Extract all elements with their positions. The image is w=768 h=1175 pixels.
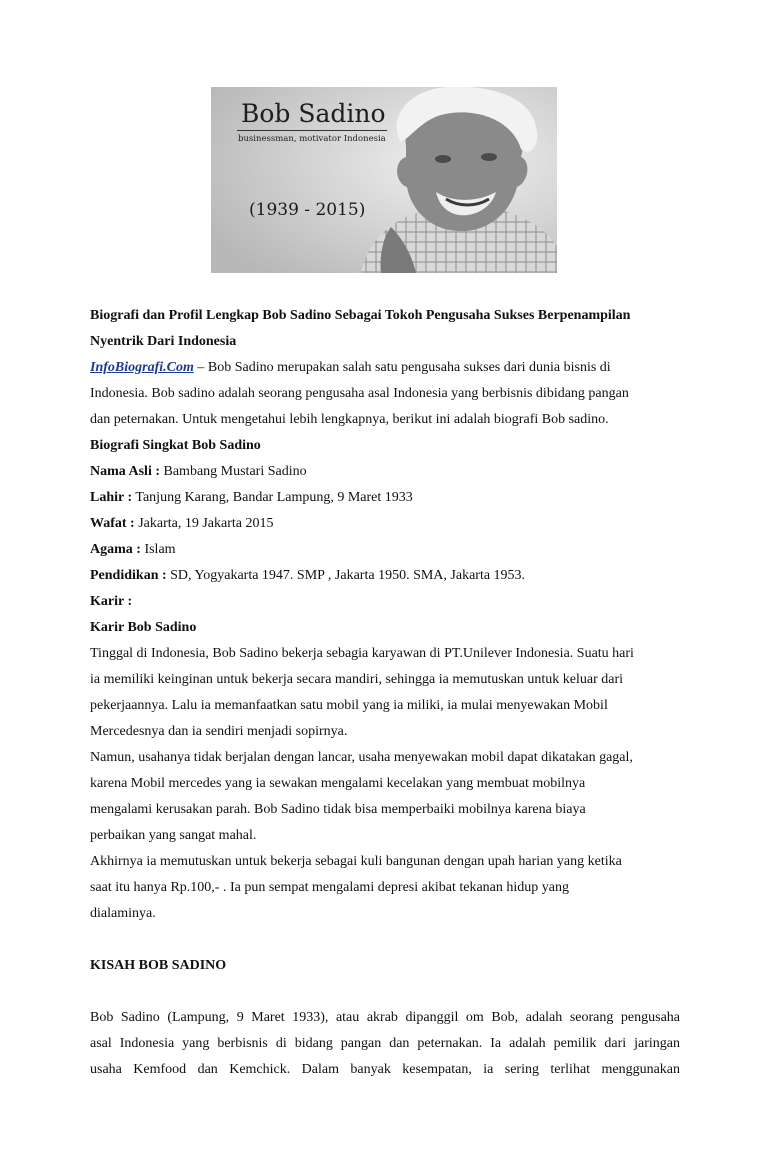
fact-row: [90, 485, 680, 511]
paragraph-line: asal Indonesia yang berbisnis di bidang pangan dan peternakan. Ia adalah pemilik dari jaringan: [90, 1036, 680, 1051]
source-link[interactable]: InfoBiografi.Com: [90, 360, 194, 375]
fact-value: Islam: [140, 542, 176, 557]
section-heading-biografi: Biografi Singkat Bob Sadino: [90, 438, 261, 453]
intro-line-2: Indonesia. Bob sadino adalah seorang pengusaha asal Indonesia yang berbisnis dibidang pangan: [90, 386, 629, 401]
paragraph-line: Namun, usahanya tidak berjalan dengan lancar, usaha menyewakan mobil dapat dikatakan gagal,: [90, 750, 633, 765]
article-title-line-1: Biografi dan Profil Lengkap Bob Sadino Sebagai Tokoh Pengusaha Sukses Berpenampilan: [90, 308, 631, 323]
paragraph-line: dialaminya.: [90, 906, 156, 921]
photo-name: Bob Sadino: [241, 99, 386, 128]
fact-label: Agama :: [90, 542, 141, 557]
fact-label: Lahir :: [90, 490, 133, 505]
paragraph-line: Tinggal di Indonesia, Bob Sadino bekerja sebagia karyawan di PT.Unilever Indonesia. Suatu hari: [90, 646, 634, 661]
fact-label: Wafat :: [90, 516, 135, 531]
paragraph-line: pekerjaannya. Lalu ia memanfaatkan satu mobil yang ia miliki, ia mulai menyewakan Mobil: [90, 698, 608, 713]
fact-value: Jakarta, 19 Jakarta 2015: [134, 516, 274, 531]
intro-line-1-text: – Bob Sadino merupakan salah satu pengusaha sukses dari dunia bisnis di: [193, 360, 611, 375]
spacer: [90, 927, 680, 953]
spacer: [90, 979, 680, 1005]
intro-line-1: [90, 355, 680, 381]
karir-label: Karir :: [90, 594, 133, 609]
photo-years: (1939 - 2015): [249, 200, 366, 220]
fact-label: Nama Asli :: [90, 464, 160, 479]
paragraph-line: saat itu hanya Rp.100,- . Ia pun sempat mengalami depresi akibat tekanan hidup yang: [90, 880, 569, 895]
photo-subtitle: businessman, motivator Indonesia: [238, 134, 386, 144]
paragraph-line: usaha Kemfood dan Kemchick. Dalam banyak kesempatan, ia sering terlihat menggunakan: [90, 1062, 680, 1077]
fact-value: Tanjung Karang, Bandar Lampung, 9 Maret 1933: [132, 490, 413, 505]
fact-value: Bambang Mustari Sadino: [160, 464, 307, 479]
paragraph-line: Akhirnya ia memutuskan untuk bekerja sebagai kuli bangunan dengan upah harian yang ketika: [90, 854, 622, 869]
portrait-photo: [211, 87, 557, 273]
section-heading-karir: Karir Bob Sadino: [90, 620, 197, 635]
article-body: [90, 303, 680, 1083]
paragraph-line: mengalami kerusakan parah. Bob Sadino tidak bisa memperbaiki mobilnya karena biaya: [90, 802, 586, 817]
fact-row: [90, 511, 680, 537]
paragraph-line: perbaikan yang sangat mahal.: [90, 828, 257, 843]
section-heading-kisah: KISAH BOB SADINO: [90, 958, 227, 973]
paragraph-line: karena Mobil mercedes yang ia sewakan mengalami kecelakan yang membuat mobilnya: [90, 776, 586, 791]
paragraph-line: Mercedesnya dan ia sendiri menjadi sopirnya.: [90, 724, 348, 739]
photo-divider: [237, 130, 387, 131]
fact-row: [90, 459, 680, 485]
article-title-line-2: Nyentrik Dari Indonesia: [90, 334, 237, 349]
paragraph-line: ia memiliki keinginan untuk bekerja secara mandiri, sehingga ia memutuskan untuk keluar dari: [90, 672, 624, 687]
fact-label: Pendidikan :: [90, 568, 167, 583]
intro-line-3: dan peternakan. Untuk mengetahui lebih lengkapnya, berikut ini adalah biografi Bob sadino.: [90, 412, 609, 427]
paragraph-line: Bob Sadino (Lampung, 9 Maret 1933), atau akrab dipanggil om Bob, adalah seorang pengusaha: [90, 1010, 680, 1025]
fact-row: [90, 537, 680, 563]
fact-value: SD, Yogyakarta 1947. SMP , Jakarta 1950. SMA, Jakarta 1953.: [166, 568, 526, 583]
fact-row: [90, 563, 680, 589]
